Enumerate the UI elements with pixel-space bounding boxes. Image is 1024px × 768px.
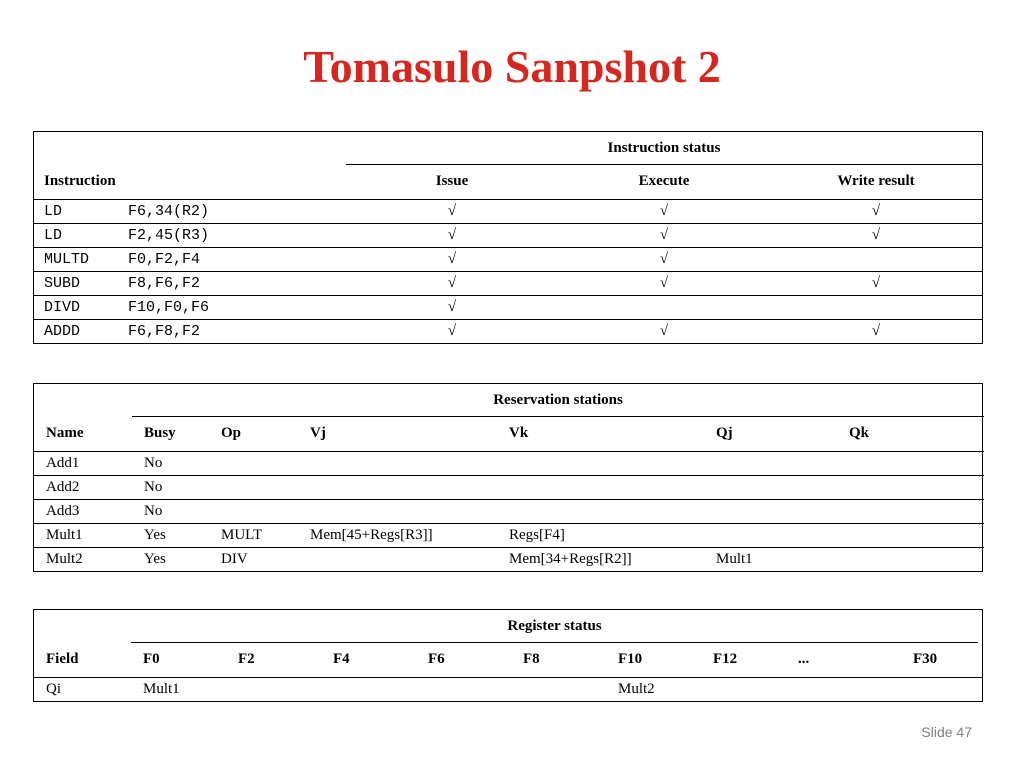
rs-op-cell bbox=[221, 451, 310, 475]
register-qi-cell bbox=[511, 677, 606, 701]
col-qj: Qj bbox=[716, 417, 849, 452]
rs-busy-cell: No bbox=[132, 475, 221, 499]
register-header: F30 bbox=[881, 643, 978, 678]
col-name: Name bbox=[34, 417, 132, 452]
execute-check: √ bbox=[558, 247, 770, 271]
register-header: ... bbox=[786, 643, 881, 678]
opcode: MULTD bbox=[44, 250, 90, 268]
write-result-check: √ bbox=[871, 322, 881, 339]
issue-check: √ bbox=[346, 271, 558, 295]
operands: F0,F2,F4 bbox=[128, 250, 201, 268]
rs-op-cell bbox=[221, 499, 310, 523]
opcode: ADDD bbox=[44, 322, 81, 340]
register-status-caption: Register status bbox=[131, 610, 978, 643]
issue-check: √ bbox=[346, 295, 558, 319]
rs-vk-cell bbox=[509, 499, 716, 523]
reservation-station-row bbox=[34, 451, 984, 475]
col-op: Op bbox=[221, 417, 310, 452]
instruction-row bbox=[34, 271, 982, 295]
issue-check: √ bbox=[447, 322, 457, 339]
register-qi-cell bbox=[416, 677, 511, 701]
register-status-table bbox=[33, 609, 983, 702]
reservation-station-row bbox=[34, 523, 984, 547]
rs-qj-cell bbox=[716, 499, 849, 523]
execute-check: √ bbox=[558, 199, 770, 223]
instruction-row bbox=[34, 247, 982, 271]
rs-qk-cell bbox=[849, 499, 984, 523]
write-result-check: √ bbox=[770, 199, 982, 223]
instruction-cell bbox=[34, 199, 346, 223]
rs-qj-cell bbox=[716, 475, 849, 499]
col-vj: Vj bbox=[310, 417, 509, 452]
instruction-status-table bbox=[33, 131, 983, 344]
slide-title: Tomasulo Sanpshot 2 bbox=[303, 41, 721, 92]
col-issue: Issue bbox=[346, 165, 558, 200]
spacer bbox=[34, 610, 131, 643]
instruction-cell bbox=[34, 247, 346, 271]
spacer bbox=[978, 677, 982, 701]
write-result-check bbox=[770, 247, 982, 271]
opcode: LD bbox=[44, 202, 63, 220]
register-qi-cell bbox=[701, 677, 786, 701]
register-qi-cell bbox=[881, 677, 978, 701]
operands: F8,F6,F2 bbox=[128, 274, 201, 292]
register-qi-cell: Mult1 bbox=[143, 680, 180, 697]
rs-vj-cell: Mem[45+Regs[R3]] bbox=[310, 523, 509, 547]
row-label-qi: Qi bbox=[46, 680, 61, 697]
reservation-station-row bbox=[34, 475, 984, 499]
rs-qk-cell bbox=[849, 451, 984, 475]
instruction-row bbox=[34, 319, 982, 343]
col-busy: Busy bbox=[132, 417, 221, 452]
operands: F6,F8,F2 bbox=[128, 322, 201, 340]
register-qi-cell bbox=[786, 677, 881, 701]
rs-name-cell: Add2 bbox=[34, 475, 132, 499]
rs-busy-cell: No bbox=[132, 451, 221, 475]
rs-name-cell: Add1 bbox=[34, 451, 132, 475]
rs-busy-cell: Yes bbox=[132, 523, 221, 547]
opcode: LD bbox=[44, 226, 63, 244]
execute-check: √ bbox=[558, 223, 770, 247]
opcode: DIVD bbox=[44, 298, 81, 316]
operands: F2,45(R3) bbox=[128, 226, 210, 244]
rs-name-cell: Add3 bbox=[34, 499, 132, 523]
rs-qk-cell bbox=[849, 475, 984, 499]
operands: F6,34(R2) bbox=[128, 202, 210, 220]
rs-vj-cell bbox=[310, 475, 509, 499]
instruction-cell bbox=[34, 295, 346, 319]
issue-check: √ bbox=[346, 247, 558, 271]
rs-qk-cell bbox=[849, 547, 984, 571]
execute-check: √ bbox=[659, 322, 669, 339]
rs-qj-cell bbox=[716, 523, 849, 547]
rs-qj-cell bbox=[716, 451, 849, 475]
rs-vj-cell bbox=[310, 451, 509, 475]
slide-number: Slide 47 bbox=[921, 724, 972, 740]
reservation-station-row bbox=[34, 499, 984, 523]
rs-vk-cell bbox=[509, 451, 716, 475]
rs-busy-cell: No bbox=[132, 499, 221, 523]
rs-op-cell: DIV bbox=[221, 550, 248, 567]
rs-op-cell bbox=[221, 475, 310, 499]
col-qk: Qk bbox=[849, 417, 984, 452]
instruction-row bbox=[34, 199, 982, 223]
execute-check bbox=[558, 295, 770, 319]
register-header: F12 bbox=[701, 643, 786, 678]
rs-vk-cell bbox=[509, 475, 716, 499]
spacer bbox=[978, 643, 982, 678]
col-field: Field bbox=[34, 643, 131, 678]
instruction-cell bbox=[34, 271, 346, 295]
spacer bbox=[34, 384, 132, 417]
rs-op-cell: MULT bbox=[221, 523, 310, 547]
instruction-cell bbox=[34, 223, 346, 247]
spacer bbox=[34, 132, 346, 165]
register-qi-cell: Mult2 bbox=[618, 680, 655, 697]
instruction-row bbox=[34, 223, 982, 247]
register-header: F6 bbox=[416, 643, 511, 678]
rs-name-cell: Mult1 bbox=[34, 523, 132, 547]
write-result-check: √ bbox=[770, 271, 982, 295]
issue-check: √ bbox=[346, 199, 558, 223]
register-header: F10 bbox=[606, 643, 701, 678]
register-header: F8 bbox=[511, 643, 606, 678]
register-header: F0 bbox=[131, 643, 226, 678]
operands: F10,F0,F6 bbox=[128, 298, 210, 316]
reservation-stations-table bbox=[33, 383, 983, 572]
rs-vj-cell bbox=[310, 547, 509, 571]
execute-check: √ bbox=[558, 271, 770, 295]
instruction-row bbox=[34, 295, 982, 319]
register-header: F4 bbox=[321, 643, 416, 678]
register-qi-cell bbox=[321, 677, 416, 701]
rs-busy-cell: Yes bbox=[144, 550, 166, 567]
col-instruction: Instruction bbox=[34, 165, 346, 200]
reservation-stations-caption: Reservation stations bbox=[132, 384, 984, 417]
rs-name-cell: Mult2 bbox=[46, 550, 83, 567]
col-vk: Vk bbox=[509, 417, 716, 452]
opcode: SUBD bbox=[44, 274, 81, 292]
instruction-status-caption: Instruction status bbox=[346, 132, 982, 165]
instruction-cell bbox=[34, 319, 346, 343]
write-result-check bbox=[770, 295, 982, 319]
rs-qk-cell bbox=[849, 523, 984, 547]
register-header: F2 bbox=[226, 643, 321, 678]
rs-qj-cell: Mult1 bbox=[716, 550, 753, 567]
rs-vj-cell bbox=[310, 499, 509, 523]
reservation-station-row bbox=[34, 547, 984, 571]
rs-vk-cell: Regs[F4] bbox=[509, 523, 716, 547]
col-write-result: Write result bbox=[770, 165, 982, 200]
rs-vk-cell: Mem[34+Regs[R2]] bbox=[509, 550, 632, 567]
write-result-check: √ bbox=[770, 223, 982, 247]
register-qi-cell bbox=[226, 677, 321, 701]
issue-check: √ bbox=[346, 223, 558, 247]
col-execute: Execute bbox=[558, 165, 770, 200]
